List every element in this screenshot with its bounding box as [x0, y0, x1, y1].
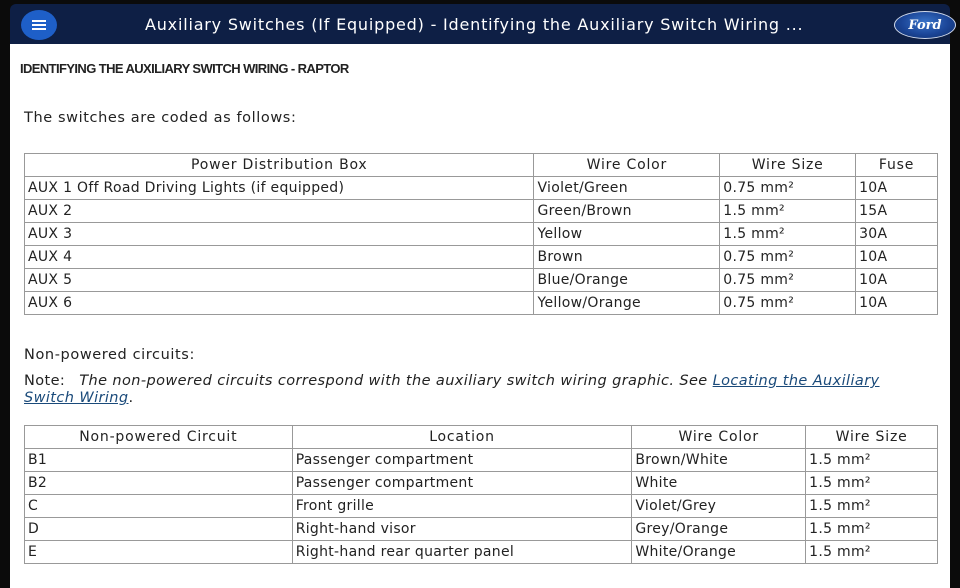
table-row [25, 246, 938, 269]
table-cell: Yellow/Orange [534, 292, 720, 315]
table-cell: Right-hand visor [292, 518, 632, 541]
table-cell: AUX 1 Off Road Driving Lights (if equipped) [25, 177, 534, 200]
table-row [25, 518, 938, 541]
column-header: Fuse [856, 154, 938, 177]
note-end: . [128, 390, 134, 406]
table-cell: 1.5 mm² [720, 200, 856, 223]
table-cell: AUX 6 [25, 292, 534, 315]
table-cell: 30A [856, 223, 938, 246]
table-cell: 10A [856, 177, 938, 200]
table-cell: 1.5 mm² [806, 541, 938, 564]
locating-wiring-link[interactable]: Locating the Auxiliary Switch Wiring [24, 373, 880, 406]
table-cell: 10A [856, 246, 938, 269]
intro-text: The switches are coded as follows: [24, 110, 297, 126]
page-subtitle: IDENTIFYING THE AUXILIARY SWITCH WIRING - RAPTOR [20, 61, 349, 76]
table-cell: Violet/Green [534, 177, 720, 200]
column-header: Power Distribution Box [25, 154, 534, 177]
table-cell: AUX 3 [25, 223, 534, 246]
table-cell: 10A [856, 269, 938, 292]
table-cell: 0.75 mm² [720, 269, 856, 292]
table-row [25, 472, 938, 495]
note-label: Note: [24, 373, 66, 389]
table-cell: 0.75 mm² [720, 177, 856, 200]
table-cell: D [25, 518, 293, 541]
table-cell: Passenger compartment [292, 472, 632, 495]
content-area [10, 44, 950, 588]
table-cell: Yellow [534, 223, 720, 246]
note-text: The non-powered circuits correspond with the auxiliary switch wiring graphic. See [79, 373, 713, 389]
table-cell: Front grille [292, 495, 632, 518]
table-row [25, 292, 938, 315]
table-cell: B1 [25, 449, 293, 472]
table-row [25, 495, 938, 518]
table-cell: AUX 4 [25, 246, 534, 269]
table-cell: 1.5 mm² [720, 223, 856, 246]
table-row [25, 223, 938, 246]
app-header [10, 4, 950, 44]
table-cell: E [25, 541, 293, 564]
column-header: Location [292, 426, 632, 449]
column-header: Wire Size [806, 426, 938, 449]
table-row [25, 269, 938, 292]
table-cell: 1.5 mm² [806, 518, 938, 541]
table-cell: B2 [25, 472, 293, 495]
table-header-row [25, 426, 938, 449]
table-cell: Violet/Grey [632, 495, 806, 518]
column-header: Wire Color [534, 154, 720, 177]
menu-button[interactable] [21, 10, 57, 40]
table-cell: Passenger compartment [292, 449, 632, 472]
table-cell: 1.5 mm² [806, 495, 938, 518]
aux-switch-table [24, 153, 938, 315]
table-cell: C [25, 495, 293, 518]
table-cell: Brown [534, 246, 720, 269]
table-row [25, 200, 938, 223]
table-cell: Grey/Orange [632, 518, 806, 541]
table-cell: 10A [856, 292, 938, 315]
ford-logo: Ford [894, 11, 956, 39]
menu-list-icon [32, 20, 46, 30]
section-heading: Non-powered circuits: [24, 347, 195, 363]
table-cell: 1.5 mm² [806, 472, 938, 495]
table-row [25, 541, 938, 564]
table-cell: AUX 2 [25, 200, 534, 223]
table-cell: 1.5 mm² [806, 449, 938, 472]
table-cell: 0.75 mm² [720, 292, 856, 315]
table-cell: AUX 5 [25, 269, 534, 292]
table-cell: 0.75 mm² [720, 246, 856, 269]
table-cell: 15A [856, 200, 938, 223]
column-header: Wire Size [720, 154, 856, 177]
table-cell: Brown/White [632, 449, 806, 472]
table-cell: White/Orange [632, 541, 806, 564]
table-row [25, 177, 938, 200]
page-header-title: Auxiliary Switches (If Equipped) - Identifying the Auxiliary Switch Wiring ... [145, 15, 804, 34]
table-header-row [25, 154, 938, 177]
column-header: Non-powered Circuit [25, 426, 293, 449]
table-cell: Green/Brown [534, 200, 720, 223]
non-powered-circuits-table [24, 425, 938, 564]
table-cell: White [632, 472, 806, 495]
table-cell: Blue/Orange [534, 269, 720, 292]
table-row [25, 449, 938, 472]
note-paragraph [24, 373, 914, 407]
column-header: Wire Color [632, 426, 806, 449]
table-cell: Right-hand rear quarter panel [292, 541, 632, 564]
